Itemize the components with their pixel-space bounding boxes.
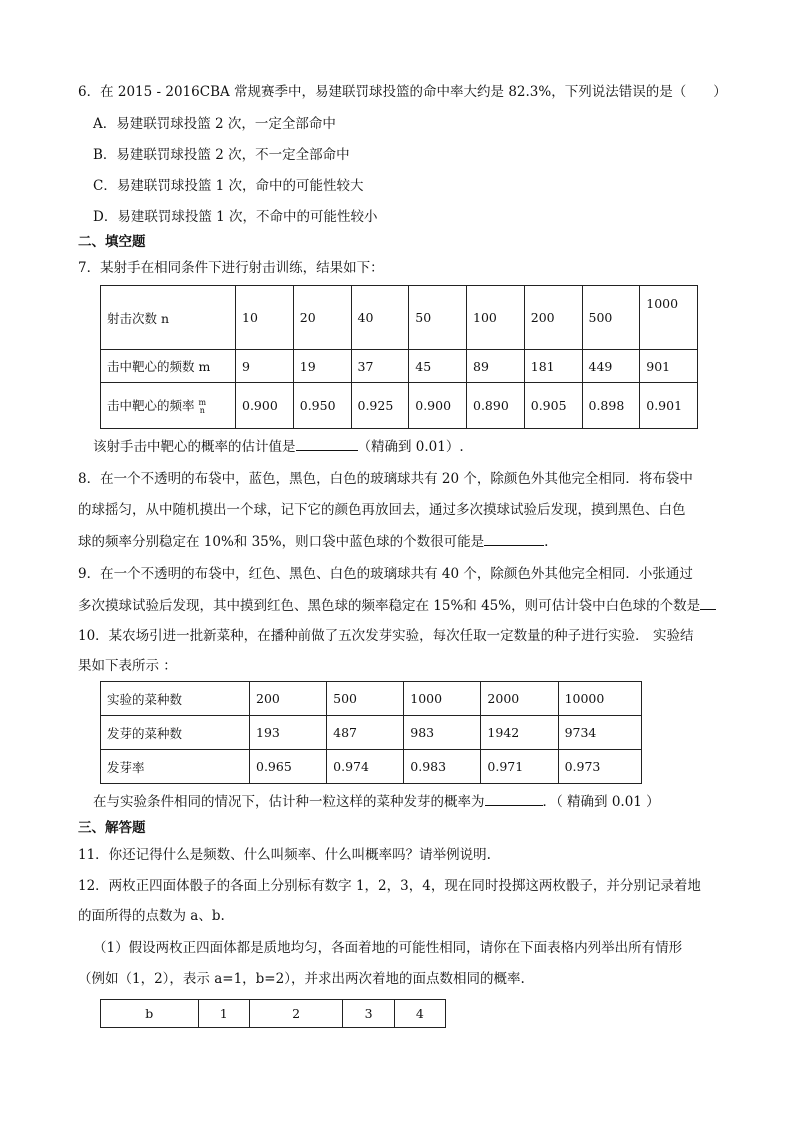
q9-line-2 — [78, 595, 716, 616]
q10-line-1: 10．某农场引进一批新菜种，在播种前做了五次发芽实验，每次任取一定数量的种子进行实验． 实验结 — [78, 628, 694, 644]
table-cell: 发芽的菜种数 — [101, 716, 250, 750]
table-row — [101, 716, 642, 750]
table-cell: 9734 — [558, 716, 641, 750]
q7-answer-suffix: （精确到 0.01）. — [357, 439, 464, 455]
q7-table — [100, 285, 698, 429]
table-cell: 40 — [351, 286, 409, 350]
q8-line-2: 的球摇匀，从中随机摸出一个球，记下它的颜色再放回去，通过多次摸球试验后发现，摸到黑色、白色 — [78, 502, 686, 518]
q8-answer-prefix: 球的频率分别稳定在 10%和 35%，则口袋中蓝色球的个数很可能是 — [78, 534, 485, 550]
table-cell: 9 — [236, 350, 294, 383]
q12-part1-line-1: （1）假设两枚正四面体都是质地均匀，各面着地的可能性相同，请你在下面表格内列举出所有情形 — [93, 940, 683, 956]
q9-answer-prefix: 多次摸球试验后发现，其中摸到红色、黑色球的频率稳定在 15%和 45%，则可估计袋中白色球的个数是 — [78, 598, 701, 614]
table-cell: 193 — [250, 716, 327, 750]
table-cell: 45 — [409, 350, 467, 383]
answer-blank[interactable] — [296, 436, 358, 451]
q10-table — [100, 681, 642, 784]
table-cell: 181 — [524, 350, 582, 383]
table-cell: 37 — [351, 350, 409, 383]
table-row — [101, 350, 698, 383]
table-row — [101, 750, 642, 784]
table-cell: 0.965 — [250, 750, 327, 784]
table-cell: 10 — [236, 286, 294, 350]
table-cell: 19 — [293, 350, 351, 383]
q10-answer-line — [93, 791, 660, 812]
table-cell: 击中靶心的频数 m — [101, 350, 236, 383]
q12-line-1: 12．两枚正四面体骰子的各面上分别标有数字 1，2，3，4，现在同时投掷这两枚骰子，并分别记录着地 — [78, 878, 701, 894]
q7-rate-label: 击中靶心的频率 — [107, 398, 195, 414]
q6-option-b: B．易建联罚球投篮 2 次，不一定全部命中 — [93, 147, 350, 163]
q12-table — [100, 999, 446, 1028]
q11-stem: 11．你还记得什么是频数、什么叫频率、什么叫概率吗？请举例说明. — [78, 847, 491, 863]
table-cell: 2 — [249, 1000, 343, 1028]
section-answer-title: 三、解答题 — [78, 820, 146, 836]
table-row — [101, 1000, 446, 1028]
table-cell: 实验的菜种数 — [101, 682, 250, 716]
q8-line-1: 8．在一个不透明的布袋中，蓝色，黑色，白色的玻璃球共有 20 个，除颜色外其他完全相同．将布袋中 — [78, 471, 693, 487]
table-row — [101, 383, 698, 429]
answer-blank[interactable] — [484, 531, 544, 546]
table-cell: 0.900 — [409, 383, 467, 429]
q6-option-c: C．易建联罚球投篮 1 次，命中的可能性较大 — [93, 178, 364, 194]
table-cell: 200 — [250, 682, 327, 716]
table-cell: 0.900 — [236, 383, 294, 429]
q8-answer-suffix: . — [544, 534, 549, 550]
table-cell: 0.971 — [481, 750, 558, 784]
table-cell: 2000 — [481, 682, 558, 716]
table-cell: 901 — [640, 350, 698, 383]
table-cell: 500 — [327, 682, 404, 716]
answer-blank[interactable] — [485, 791, 543, 806]
table-cell: 89 — [467, 350, 525, 383]
q7-stem: 7．某射手在相同条件下进行射击训练，结果如下： — [78, 260, 384, 276]
table-cell: 0.974 — [327, 750, 404, 784]
table-cell: 0.905 — [524, 383, 582, 429]
table-cell: 0.983 — [404, 750, 481, 784]
table-cell: 1 — [198, 1000, 249, 1028]
table-cell: 983 — [404, 716, 481, 750]
fraction-m-over-n — [199, 399, 207, 415]
table-cell: 0.925 — [351, 383, 409, 429]
q10-line-2: 果如下表所示 ： — [78, 658, 177, 674]
q12-line-2: 的面所得的点数为 a、b. — [78, 908, 225, 924]
table-cell: 487 — [327, 716, 404, 750]
q6-option-d: D．易建联罚球投篮 1 次，不命中的可能性较小 — [93, 209, 378, 225]
table-cell: 100 — [467, 286, 525, 350]
table-cell: 0.950 — [293, 383, 351, 429]
q10-answer-prefix: 在与实验条件相同的情况下，估计种一粒这样的菜种发芽的概率为 — [93, 794, 485, 810]
section-fill-blank-title: 二、填空题 — [78, 234, 146, 250]
table-cell: 1000 — [640, 286, 698, 350]
q6-option-a: A．易建联罚球投篮 2 次，一定全部命中 — [93, 116, 336, 132]
table-cell: 发芽率 — [101, 750, 250, 784]
table-cell: 50 — [409, 286, 467, 350]
table-cell: 0.890 — [467, 383, 525, 429]
q12-part1-line-2: （例如（1，2），表示 a=1，b=2），并求出两次着地的面点数相同的概率. — [78, 971, 525, 987]
table-cell: 1000 — [404, 682, 481, 716]
table-cell: 0.973 — [558, 750, 641, 784]
table-cell: 0.901 — [640, 383, 698, 429]
table-cell: 500 — [582, 286, 640, 350]
table-cell: 449 — [582, 350, 640, 383]
answer-blank[interactable] — [700, 595, 716, 610]
table-cell: 4 — [394, 1000, 445, 1028]
table-cell: b — [101, 1000, 199, 1028]
table-cell: 0.898 — [582, 383, 640, 429]
table-row — [101, 286, 698, 350]
table-cell — [101, 383, 236, 429]
q10-answer-suffix: ．（ 精确到 0.01 ） — [542, 794, 660, 810]
q7-answer-line — [93, 436, 464, 457]
table-row — [101, 682, 642, 716]
frac-numerator: m — [198, 397, 207, 407]
table-cell: 20 — [293, 286, 351, 350]
q7-answer-prefix: 该射手击中靶心的概率的估计值是 — [93, 439, 296, 455]
table-cell: 射击次数 n — [101, 286, 236, 350]
q8-line-3 — [78, 531, 548, 552]
q9-line-1: 9．在一个不透明的布袋中，红色、黑色、白色的玻璃球共有 40 个，除颜色外其他完全相同．小张通过 — [78, 566, 693, 582]
table-cell: 10000 — [558, 682, 641, 716]
table-cell: 200 — [524, 286, 582, 350]
table-cell: 3 — [343, 1000, 394, 1028]
q6-stem: 6．在 2015 - 2016CBA 常规赛季中，易建联罚球投篮的命中率大约是 82.3%，下列说法错误的是（ ） — [78, 84, 727, 100]
frac-denominator: n — [199, 405, 205, 415]
table-cell: 1942 — [481, 716, 558, 750]
